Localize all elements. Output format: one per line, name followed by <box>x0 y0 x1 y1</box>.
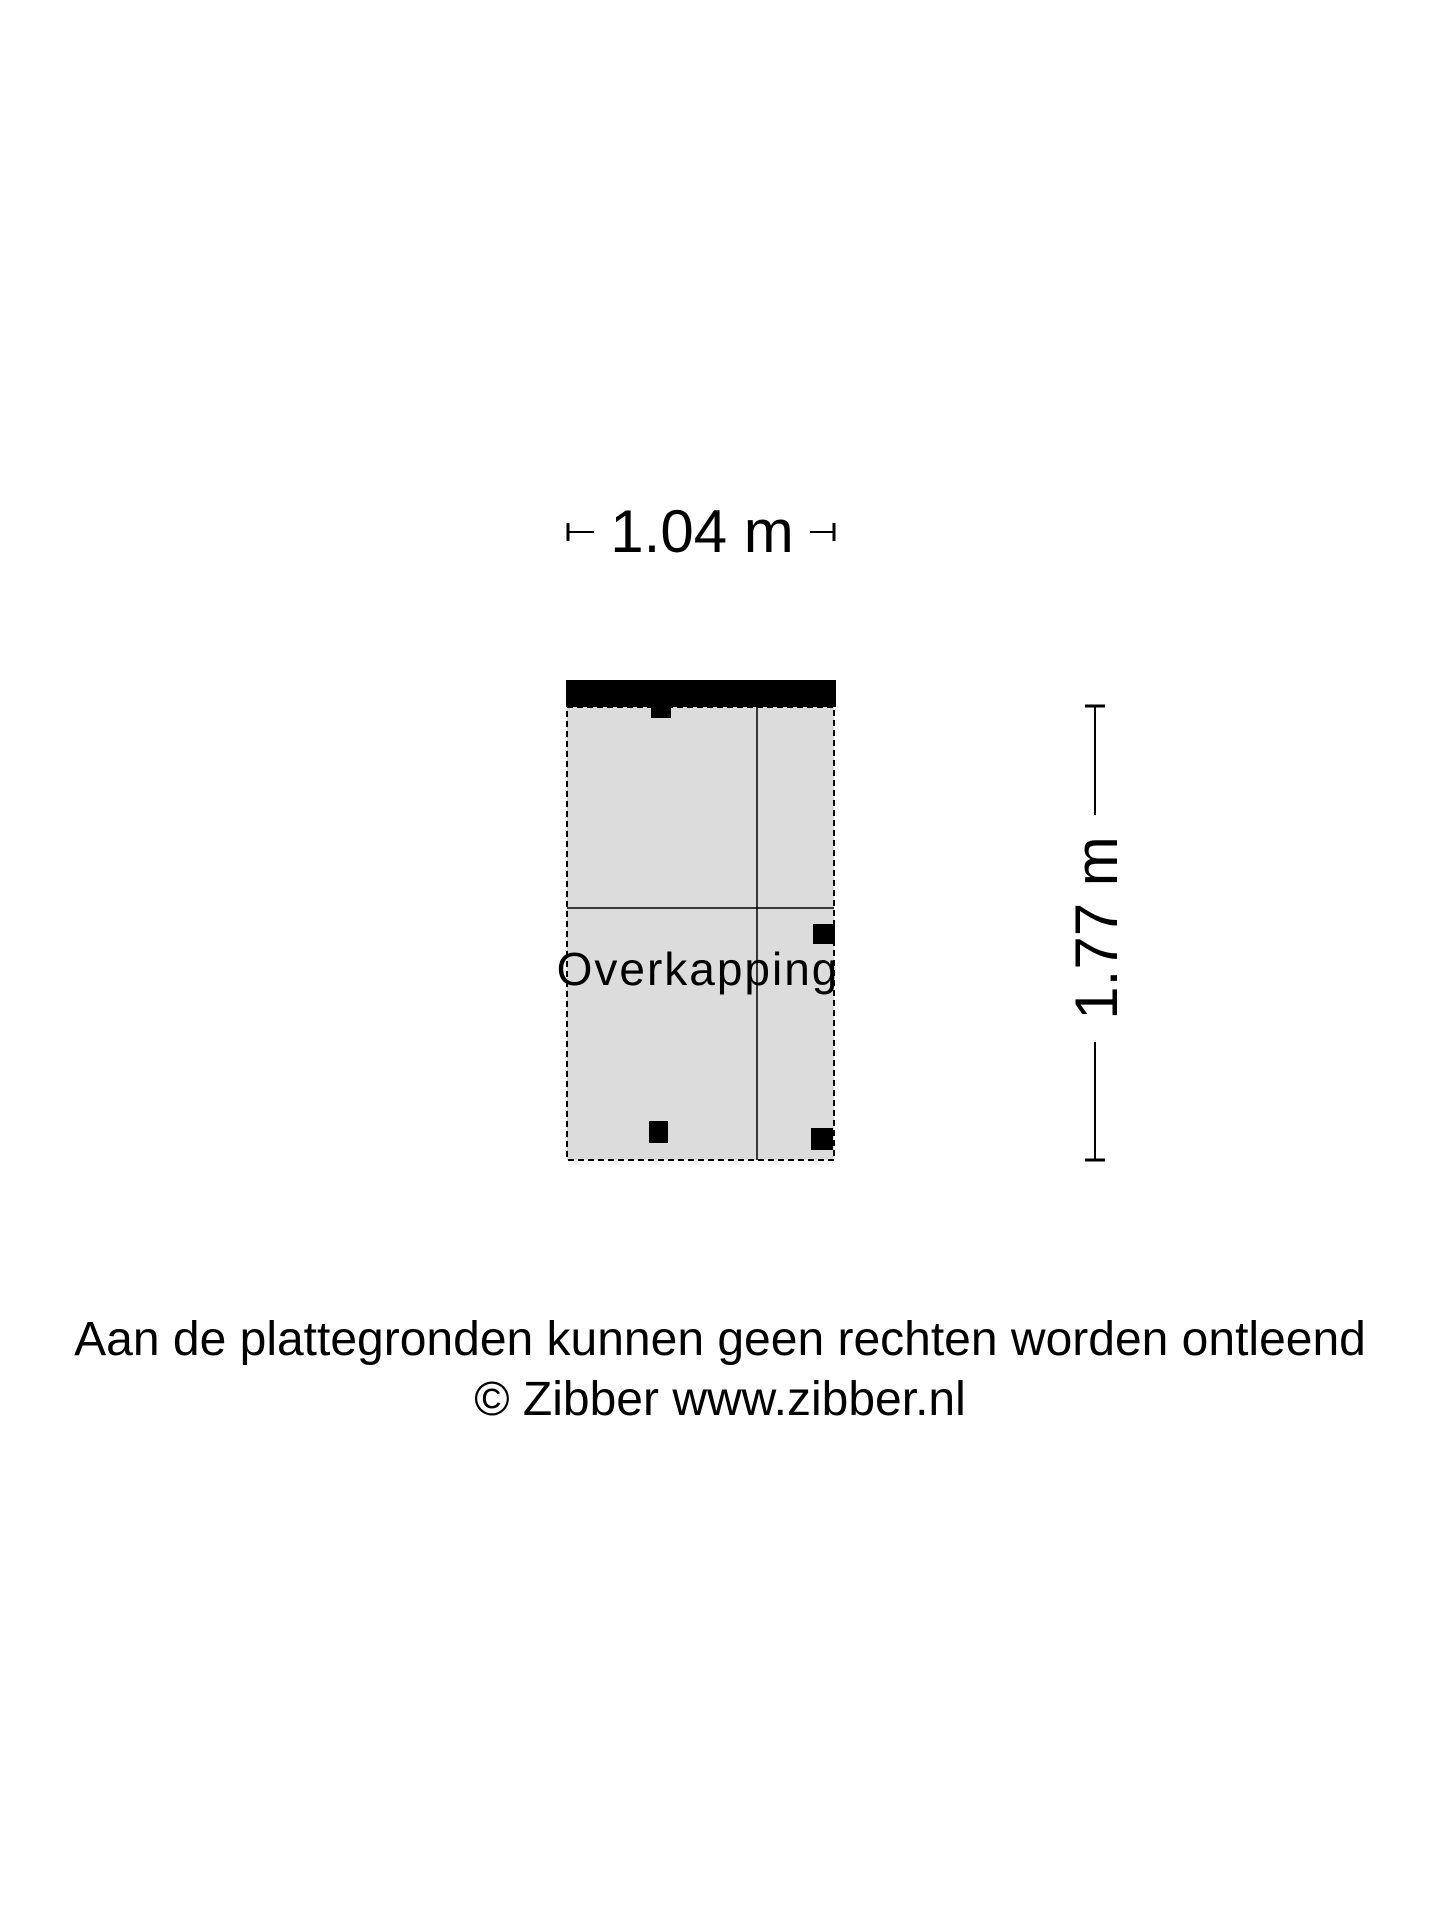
height-dimension <box>1063 706 1130 1160</box>
room-floor <box>567 707 834 1160</box>
copyright-text: © Zibber www.zibber.nl <box>474 1373 966 1426</box>
room-overkapping <box>557 680 840 1160</box>
height-dimension-label: 1.77 m <box>1063 836 1130 1020</box>
width-dimension <box>568 498 834 565</box>
wall-top <box>566 680 836 707</box>
width-dimension-label: 1.04 m <box>610 498 794 565</box>
post-bottom-right <box>811 1128 833 1150</box>
post-bottom-left <box>649 1121 668 1143</box>
room-label: Overkapping <box>556 943 840 995</box>
post-top <box>651 700 671 718</box>
disclaimer-text: Aan de plattegronden kunnen geen rechten worden ontleend <box>74 1313 1366 1366</box>
post-middle-right <box>813 924 835 944</box>
